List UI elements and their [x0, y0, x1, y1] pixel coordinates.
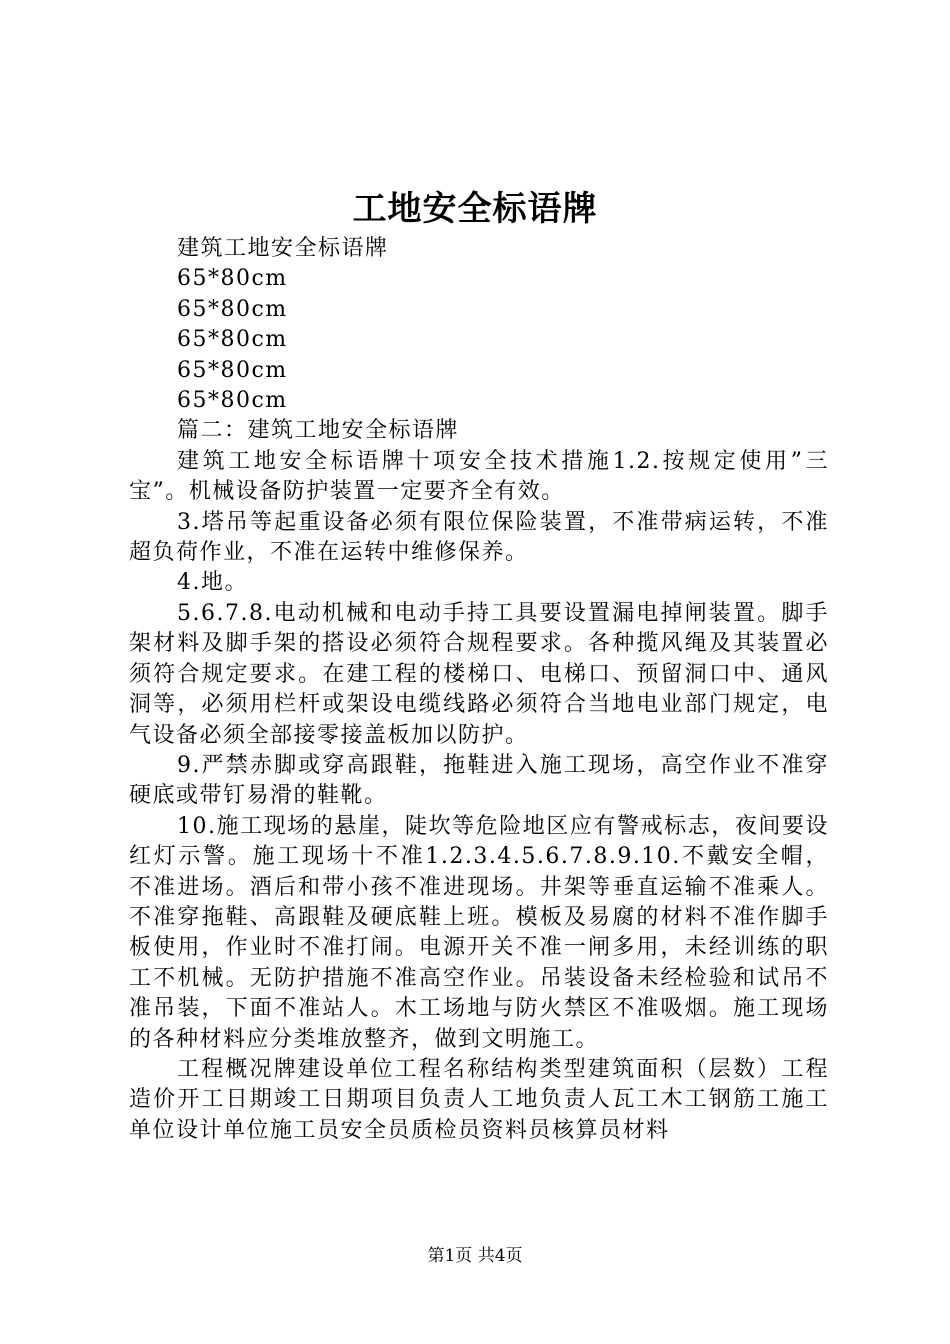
paragraph: 工程概况牌建设单位工程名称结构类型建筑面积（层数）工程造价开工日期竣工日期项目负责人工地负责人瓦工木工钢筋工施工单位设计单位施工员安全员质检员资料员核算员材料: [129, 1056, 829, 1143]
paragraph: 建筑工地安全标语牌十项安全技术措施1.2.按规定使用”三宝”。机械设备防护装置一定要齐全有效。: [129, 448, 829, 505]
paragraph: 3.塔吊等起重设备必须有限位保险装置，不准带病运转，不准超负荷作业，不准在运转中维修保养。: [129, 509, 829, 566]
paragraph: 9.严禁赤脚或穿高跟鞋，拖鞋进入施工现场，高空作业不准穿硬底或带钉易滑的鞋靴。: [129, 752, 829, 809]
paragraph: 5.6.7.8.电动机械和电动手持工具要设置漏电掉闸装置。脚手架材料及脚手架的搭设必须符合规程要求。各种揽风绳及其装置必须符合规定要求。在建工程的楼梯口、电梯口、预留洞口中、通风洞等，必须用栏杆或架设电缆线路必须符合当地电业部门规定，电气设备必须全部接零接盖板加以防护。: [129, 600, 829, 748]
document-body: [129, 234, 829, 1146]
section-heading: 篇二：建筑工地安全标语牌: [177, 418, 460, 444]
document-title: 工地安全标语牌: [352, 189, 598, 229]
size-line: 65*80cm: [177, 327, 288, 353]
paragraph: 10.施工现场的悬崖，陡坎等危险地区应有警戒标志，夜间要设红灯示警。施工现场十不准1.2.3.4.5.6.7.8.9.10.不戴安全帽，不准进场。酒后和带小孩不准进现场。井架等垂直运输不准乘人。不准穿拖鞋、高跟鞋及硬底鞋上班。模板及易腐的材料不准作脚手板使用，作业时不准打闹。电源开关不准一闸多用，未经训练的职工不机械。无防护措施不准高空作业。吊装设备未经检验和试吊不准吊装，下面不准站人。木工场地与防火禁区不准吸烟。施工现场的各种材料应分类堆放整齐，做到文明施工。: [129, 813, 829, 1052]
size-line: 65*80cm: [177, 357, 288, 383]
subtitle-line: 建筑工地安全标语牌: [177, 236, 389, 261]
size-line: 65*80cm: [177, 296, 288, 322]
page-footer: 第1页 共4页: [427, 1246, 523, 1266]
size-line: 65*80cm: [177, 266, 288, 292]
paragraph: 4.地。: [177, 570, 248, 596]
size-line: 65*80cm: [177, 388, 288, 414]
